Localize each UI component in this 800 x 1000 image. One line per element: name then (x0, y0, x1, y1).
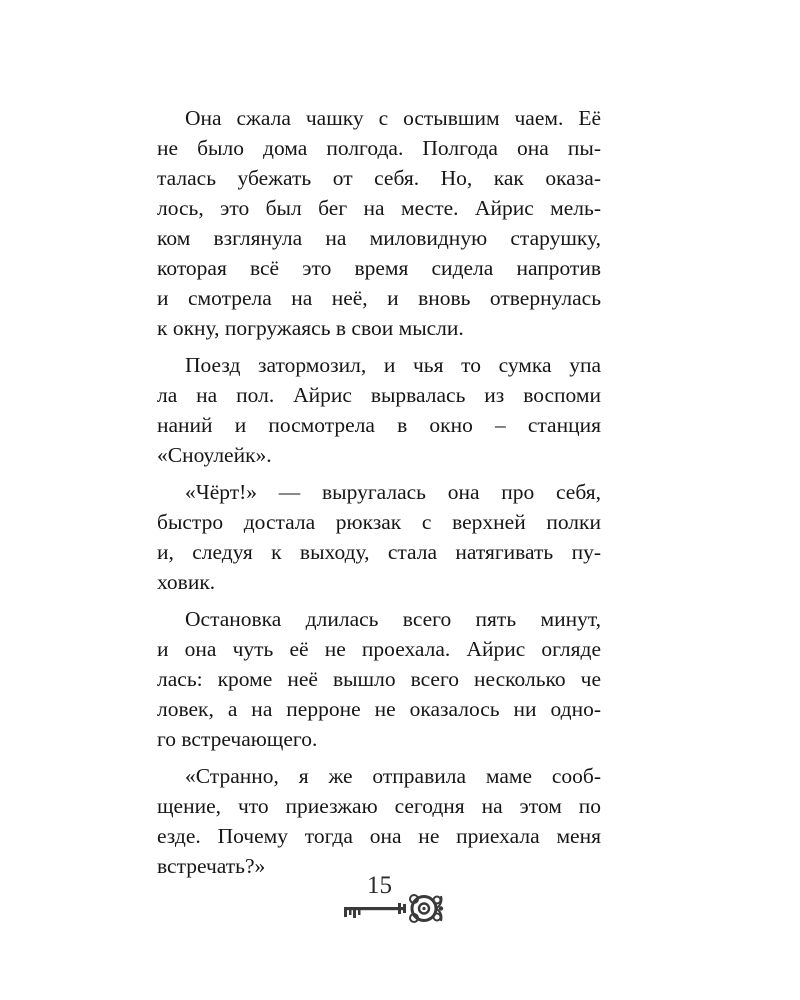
text-line: «Странно, я же отправила маме сооб- (185, 764, 601, 788)
paragraph (157, 477, 601, 597)
paragraph (157, 350, 601, 470)
text-line: и смотрела на неё, и вновь отвернулась (157, 286, 601, 310)
text-line: лось, это был бег на месте. Айрис мель- (157, 196, 601, 220)
text-line: ла на пол. Айрис вырвалась из воспоми (157, 383, 601, 407)
text-line: которая всё это время сидела напротив (157, 256, 601, 280)
text-line: Поезд затормозил, и чья то сумка упа (185, 353, 601, 377)
page-number: 15 (367, 872, 392, 899)
text-line: не было дома полгода. Полгода она пы- (157, 136, 601, 160)
text-line: и, следуя к выходу, стала натягивать пу- (157, 540, 601, 564)
text-line: езде. Почему тогда она не приехала меня (157, 824, 601, 848)
page-folio (340, 872, 460, 932)
text-line: быстро достала рюкзак с верхней полки (157, 510, 601, 534)
paragraph (157, 761, 601, 881)
text-line: к окну, погружаясь в свои мысли. (157, 316, 464, 340)
text-line: щение, что приезжаю сегодня на этом по (157, 794, 601, 818)
text-line: Остановка длилась всего пять минут, (185, 607, 601, 631)
text-line: ловек, а на перроне не оказалось ни одно- (157, 697, 601, 721)
text-line: ховик. (157, 570, 216, 594)
text-line: и она чуть её не проехала. Айрис огляде (157, 637, 601, 661)
text-line: наний и посмотрела в окно – станция (157, 413, 601, 437)
text-line: «Сноулейк». (157, 443, 272, 467)
key-icon (340, 880, 460, 930)
body-text (157, 103, 601, 881)
text-line: го встречающего. (157, 727, 318, 751)
text-line: лась: кроме неё вышло всего несколько че (157, 667, 601, 691)
paragraph (157, 604, 601, 754)
text-line: «Чёрт!» — выругалась она про себя, (185, 480, 601, 504)
text-line: встречать?» (157, 854, 266, 878)
text-line: Она сжала чашку с остывшим чаем. Её (185, 106, 601, 130)
text-line: талась убежать от себя. Но, как оказа- (157, 166, 601, 190)
text-line: ком взглянула на миловидную старушку, (157, 226, 601, 250)
paragraph (157, 103, 601, 343)
